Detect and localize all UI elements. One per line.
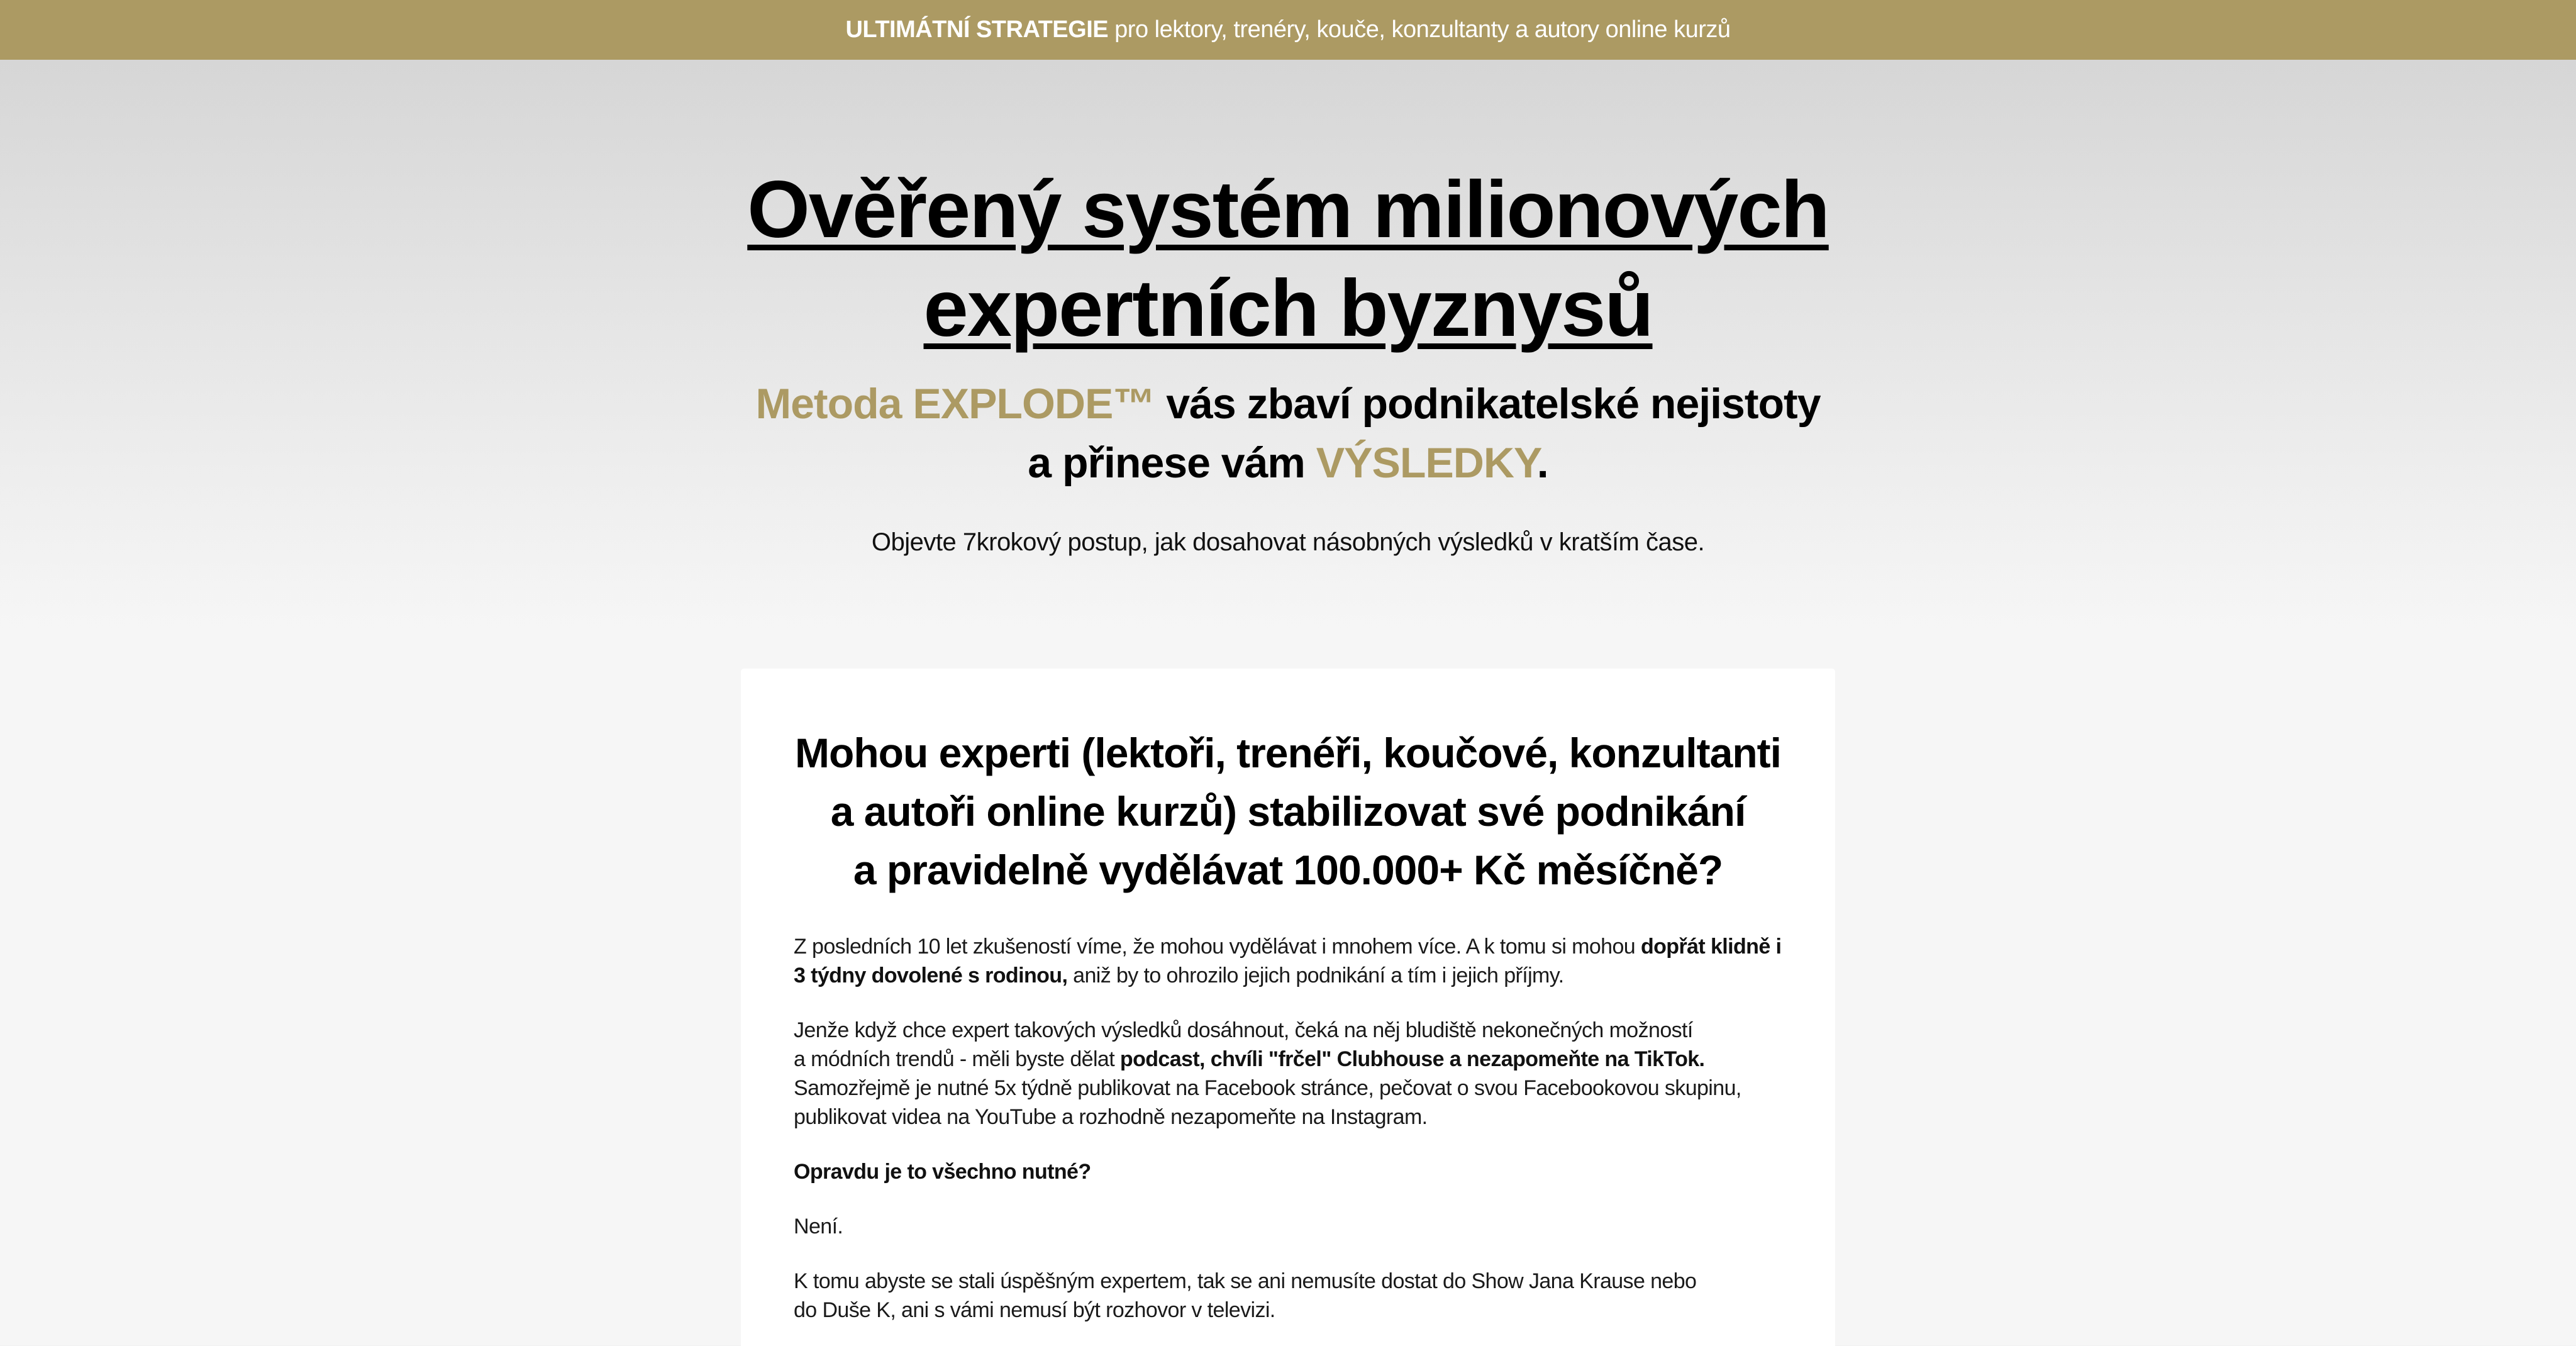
subtitle-text-1: vás zbaví podnikatelské nejistoty xyxy=(1155,380,1821,428)
card-heading-line-1: Mohou experti (lektoři, trenéři, koučové, konzultanti xyxy=(795,730,1781,776)
card-heading-line-2: a autoři online kurzů) stabilizovat své podnikání xyxy=(830,788,1746,835)
card-heading-line-3: a pravidelně vydělávat 100.000+ Kč měsíčně? xyxy=(853,847,1723,893)
paragraph-text: a módních trendů - měli byste dělat xyxy=(794,1047,1120,1071)
title-line-2: expertních byznysů xyxy=(923,264,1653,353)
paragraph-trends xyxy=(794,1016,1782,1132)
paragraph-text: Jenže když chce expert takových výsledků dosáhnout, čeká na něj bludiště nekonečných možností xyxy=(794,1018,1693,1042)
announcement-text: pro lektory, trenéry, kouče, konzultanty a autory online kurzů xyxy=(1108,16,1731,43)
question-bold: Opravdu je to všechno nutné? xyxy=(794,1160,1091,1184)
subtitle-text-2: a přinese vám xyxy=(1028,439,1316,487)
top-announcement-bar xyxy=(0,0,2576,60)
paragraph-text: K tomu abyste se stali úspěšným expertem, tak se ani nemusíte dostat do Show Jana Krause nebo xyxy=(794,1269,1697,1293)
paragraph-experience xyxy=(794,932,1782,990)
title-line-1: Ověřený systém milionových xyxy=(747,165,1829,255)
method-name: Metoda EXPLODE™ xyxy=(755,380,1155,428)
paragraph-answer: Není. xyxy=(794,1215,843,1238)
page-subtitle xyxy=(0,374,2576,492)
announcement-strong-text: ULTIMÁTNÍ STRATEGIE xyxy=(845,16,1109,43)
paragraph-text: aniž by to ohrozilo jejich podnikání a tím i jejich příjmy. xyxy=(1067,964,1564,987)
paragraph-text: Samozřejmě je nutné 5x týdně publikovat na Facebook stránce, pečovat o svou Facebookovou skupinu, publikovat videa na YouTube a rozhodně nezapomeňte na Instagram. xyxy=(794,1076,1741,1129)
card-body xyxy=(794,932,1782,1325)
paragraph-text: do Duše K, ani s vámi nemusí být rozhovor v televizi. xyxy=(794,1298,1275,1322)
lead-text: Objevte 7krokový postup, jak dosahovat násobných výsledků v kratším čase. xyxy=(871,528,1705,556)
paragraph-bold: podcast, chvíli "frčel" Clubhouse a nezapomeňte na TikTok. xyxy=(1119,1047,1705,1071)
results-highlight: VÝSLEDKY xyxy=(1316,439,1537,487)
paragraph-question xyxy=(794,1157,1782,1186)
page-title xyxy=(0,160,2576,358)
content-card xyxy=(741,669,1835,1346)
subtitle-period: . xyxy=(1536,439,1548,487)
paragraph-bold: dopřát klidně i 3 týdny dovolené s rodinou, xyxy=(794,935,1782,987)
paragraph-text: Z posledních 10 let zkušeností víme, že mohou vydělávat i mnohem více. A k tomu si mohou xyxy=(794,935,1641,959)
card-heading xyxy=(794,724,1782,899)
paragraph-tv xyxy=(794,1267,1782,1325)
